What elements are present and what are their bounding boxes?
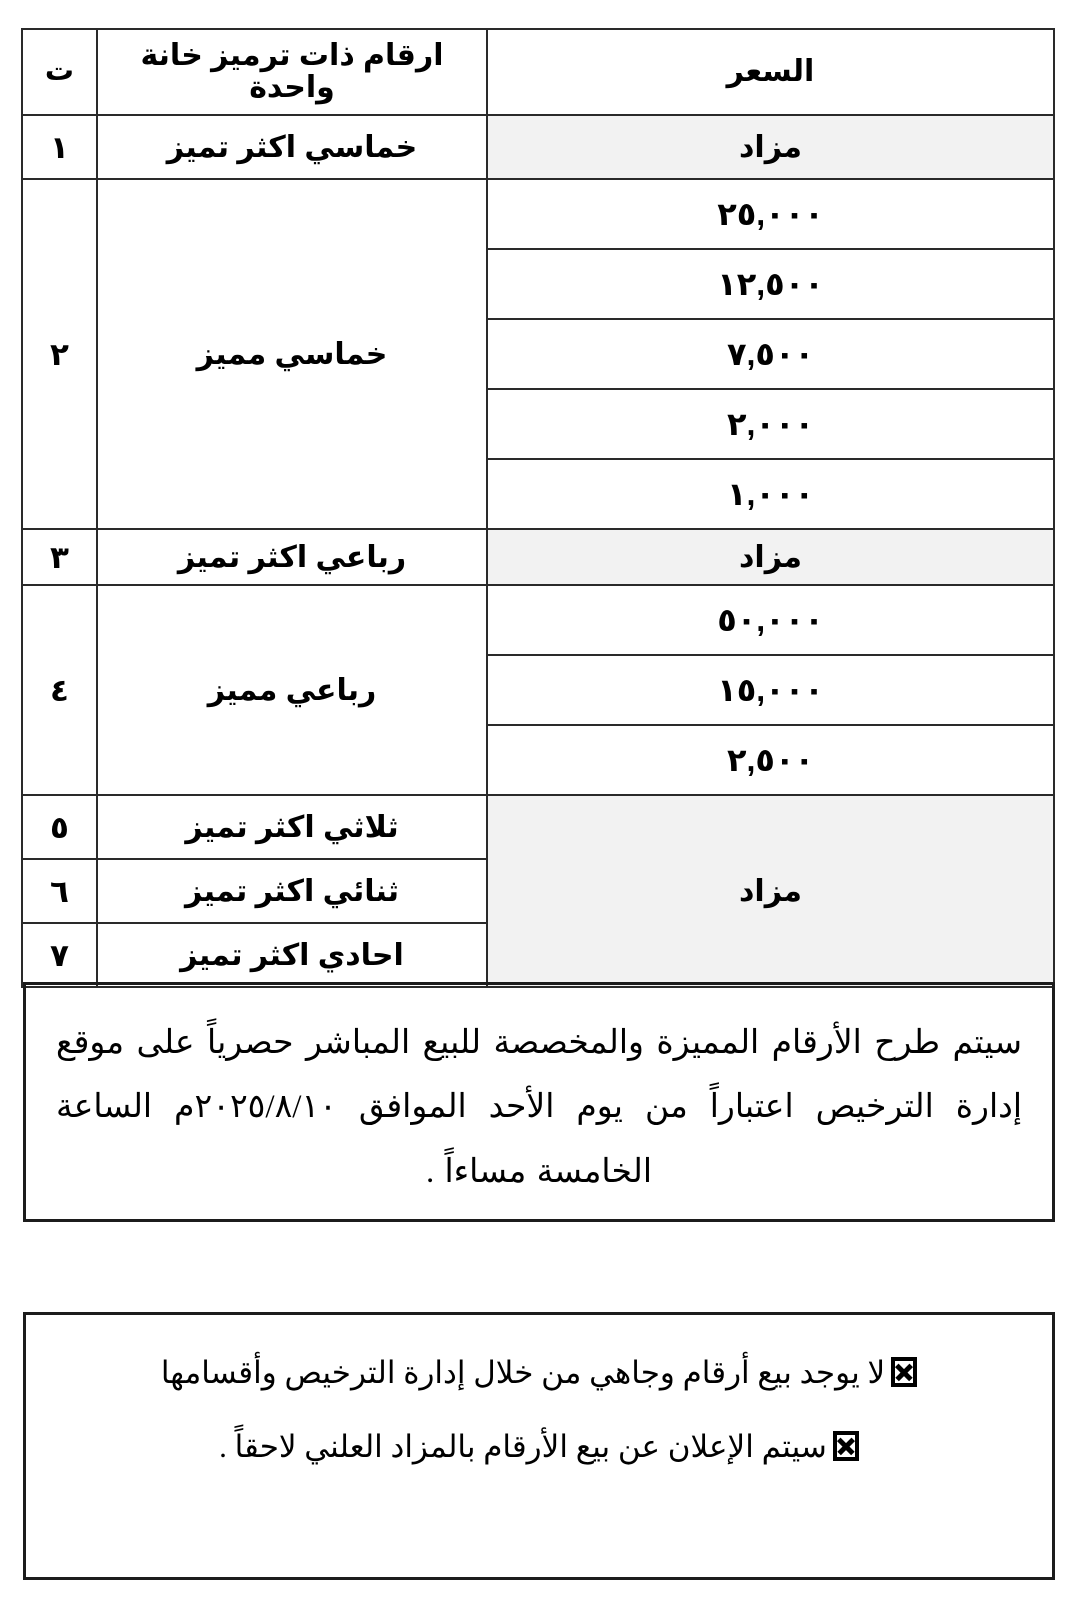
category-cell: ثنائي اكثر تميز — [97, 859, 487, 923]
category-cell: ثلاثي اكثر تميز — [97, 795, 487, 859]
price-cell: ١٢,٥٠٠ — [487, 249, 1054, 319]
table-row — [22, 795, 1054, 859]
boxed-x-icon — [833, 1431, 859, 1461]
column-header-index: ت — [22, 29, 97, 115]
bullet-item-text: لا يوجد بيع أرقام وجاهي من خلال إدارة الترخيص وأقسامها — [160, 1355, 886, 1390]
price-cell: ٧,٥٠٠ — [487, 319, 1054, 389]
column-header-price: السعر — [487, 29, 1054, 115]
index-cell: ١ — [22, 115, 97, 179]
notice-box — [23, 982, 1055, 1222]
table-header — [22, 29, 1054, 115]
price-cell-auction: مزاد — [487, 115, 1054, 179]
category-cell: خماسي مميز — [97, 179, 487, 529]
table-header-row — [22, 29, 1054, 115]
bullet-item — [56, 1343, 1022, 1403]
category-cell: رباعي مميز — [97, 585, 487, 795]
table-body — [22, 115, 1054, 987]
table-row — [22, 529, 1054, 585]
index-cell: ٦ — [22, 859, 97, 923]
index-cell: ٧ — [22, 923, 97, 987]
table-row — [22, 179, 1054, 249]
category-cell: احادي اكثر تميز — [97, 923, 487, 987]
bullet-notes-box — [23, 1312, 1055, 1580]
table-row — [22, 585, 1054, 655]
category-cell: خماسي اكثر تميز — [97, 115, 487, 179]
price-cell: ١,٠٠٠ — [487, 459, 1054, 529]
index-cell: ٥ — [22, 795, 97, 859]
category-cell: رباعي اكثر تميز — [97, 529, 487, 585]
index-cell: ٤ — [22, 585, 97, 795]
price-cell-auction-merged: مزاد — [487, 795, 1054, 987]
bullet-item — [56, 1417, 1022, 1477]
bullet-item-text: سيتم الإعلان عن بيع الأرقام بالمزاد العلني لاحقاً . — [219, 1429, 827, 1465]
price-cell: ٥٠,٠٠٠ — [487, 585, 1054, 655]
index-cell: ٣ — [22, 529, 97, 585]
column-header-category: ارقام ذات ترميز خانة واحدة — [97, 29, 487, 115]
price-cell: ١٥,٠٠٠ — [487, 655, 1054, 725]
boxed-x-icon — [891, 1357, 917, 1387]
price-cell: ٢,٥٠٠ — [487, 725, 1054, 795]
price-cell: ٢,٠٠٠ — [487, 389, 1054, 459]
notice-paragraph: سيتم طرح الأرقام المميزة والمخصصة للبيع المباشر حصرياً على موقع إدارة الترخيص اعتباراً من يوم الأحد الموافق ٢٠٢٥/٨/١٠م الساعة الخامسة مساءاً . — [56, 1025, 1022, 1190]
index-cell: ٢ — [22, 179, 97, 529]
special-numbers-price-table — [21, 28, 1055, 988]
table-row — [22, 115, 1054, 179]
price-cell-auction: مزاد — [487, 529, 1054, 585]
numbers-table-container — [23, 28, 1055, 988]
price-cell: ٢٥,٠٠٠ — [487, 179, 1054, 249]
